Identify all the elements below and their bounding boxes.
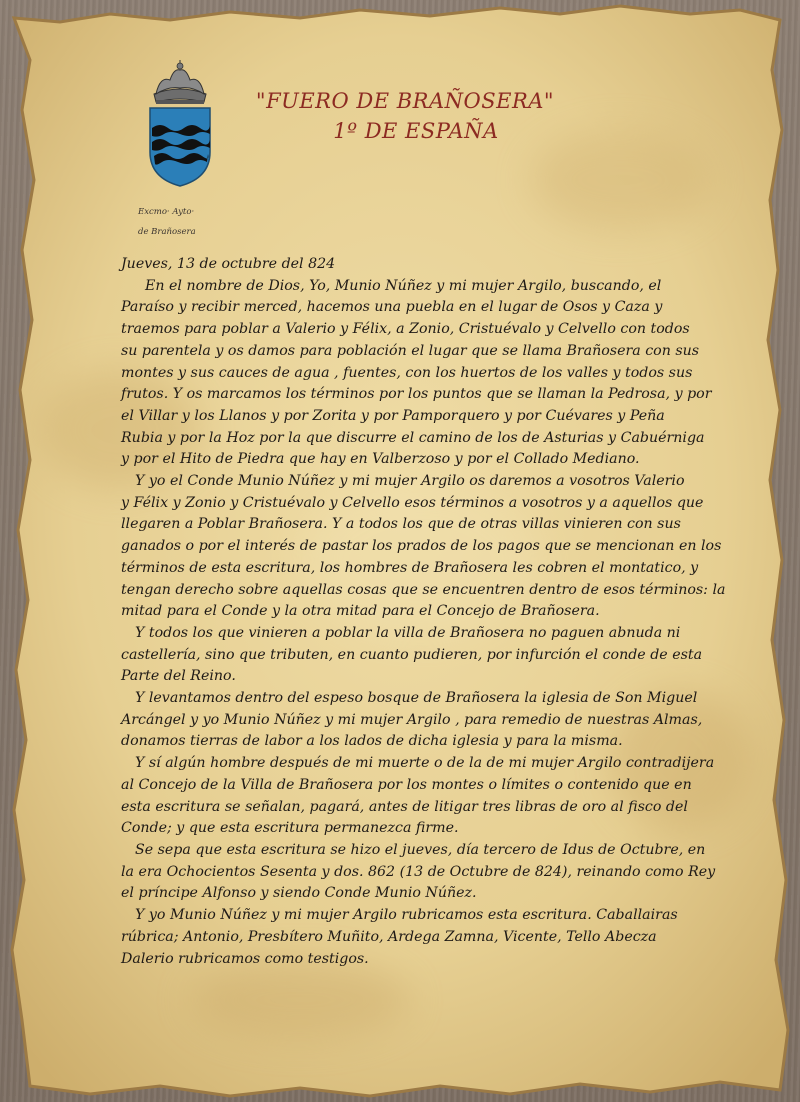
text-line: Dalerio rubricamos como testigos. (121, 950, 369, 967)
text-line: tengan derecho sobre aquellas cosas que se encuentren dentro de esos términos: la (121, 581, 726, 598)
text-line: Y yo el Conde Munio Núñez y mi mujer Argilo os daremos a vosotros Valerio (135, 473, 685, 490)
text-line: castellería, sino que tributen, en cuanto pudieren, por infurción el conde de esta (121, 646, 703, 663)
title-line-2: 1º DE ESPAÑA (333, 119, 499, 143)
text-line: Paraíso y recibir merced, hacemos una puebla en el lugar de Osos y Caza y (121, 299, 663, 316)
text-line: frutos. Y os marcamos los términos por los puntos que se llaman la Pedrosa, y por (121, 386, 712, 403)
text-line: el Villar y los Llanos y por Zorita y por Pamporquero y por Cuévares y Peña (121, 407, 665, 424)
text-line: montes y sus cauces de agua , fuentes, con los huertos de los valles y todos sus (121, 364, 693, 381)
date-line: Jueves, 13 de octubre del 824 (121, 256, 336, 272)
text-line: Y sí algún hombre después de mi muerte o de la de mi mujer Argilo contradijera (135, 755, 715, 772)
council-caption-line2: de Brañosera (138, 227, 196, 237)
document-title (245, 86, 565, 146)
text-line: mitad para el Conde y la otra mitad para el Concejo de Brañosera. (121, 603, 600, 620)
text-line: al Concejo de la Villa de Brañosera por los montes o límites o contenido que en (121, 776, 692, 793)
text-line: donamos tierras de labor a los lados de dicha iglesia y para la misma. (121, 733, 623, 750)
text-line: En el nombre de Dios, Yo, Munio Núñez y mi mujer Argilo, buscando, el (145, 277, 662, 294)
text-line: Y yo Munio Núñez y mi mujer Argilo rubricamos esta escritura. Caballairas (135, 907, 678, 924)
text-line: la era Ochocientos Sesenta y dos. 862 (13 de Octubre de 824), reinando como Rey (121, 863, 716, 880)
text-line: rúbrica; Antonio, Presbítero Muñito, Ardega Zamna, Vicente, Tello Abecza (121, 928, 657, 945)
text-line: ganados o por el interés de pastar los prados de los pagos que se mencionan en los (121, 538, 722, 555)
text-line: esta escritura se señalan, pagará, antes de litigar tres libras de oro al fisco del (121, 798, 688, 815)
text-line: Rubia y por la Hoz por la que discurre el camino de los de Asturias y Cabuérniga (121, 429, 705, 446)
coat-of-arms-icon (140, 60, 220, 190)
title-line-1: "FUERO DE BRAÑOSERA" (255, 89, 555, 113)
text-line: Se sepa que esta escritura se hizo el jueves, día tercero de Idus de Octubre, en (135, 841, 706, 858)
text-line: términos de esta escritura, los hombres de Brañosera les cobren el montatico, y (121, 559, 699, 576)
crown-icon (154, 60, 206, 104)
text-line: Y levantamos dentro del espeso bosque de Brañosera la iglesia de Son Miguel (135, 690, 698, 707)
text-line: llegaren a Poblar Brañosera. Y a todos los que de otras villas vinieren con sus (121, 516, 681, 533)
council-caption-line1: Excmo· Ayto· (138, 207, 195, 217)
text-line: Conde; y que esta escritura permanezca firme. (121, 820, 459, 837)
text-line: su parentela y os damos para población el lugar que se llama Brañosera con sus (121, 342, 700, 359)
text-line: Parte del Reino. (121, 668, 236, 685)
text-line: y Félix y Zonio y Cristuévalo y Celvello esos términos a vosotros y a aquellos que (121, 494, 704, 511)
charter-text (121, 254, 726, 970)
text-line: y por el Hito de Piedra que hay en Valberzoso y por el Collado Mediano. (121, 451, 640, 468)
council-caption (128, 202, 238, 242)
text-line: el príncipe Alfonso y siendo Conde Munio Núñez. (121, 885, 477, 902)
text-line: traemos para poblar a Valerio y Félix, a Zonio, Cristuévalo y Celvello con todos (121, 321, 690, 338)
text-line: Arcángel y yo Munio Núñez y mi mujer Argilo , para remedio de nuestras Almas, (121, 711, 703, 728)
text-line: Y todos los que vinieren a poblar la villa de Brañosera no paguen abnuda ni (135, 624, 681, 641)
shield-icon (150, 108, 210, 186)
